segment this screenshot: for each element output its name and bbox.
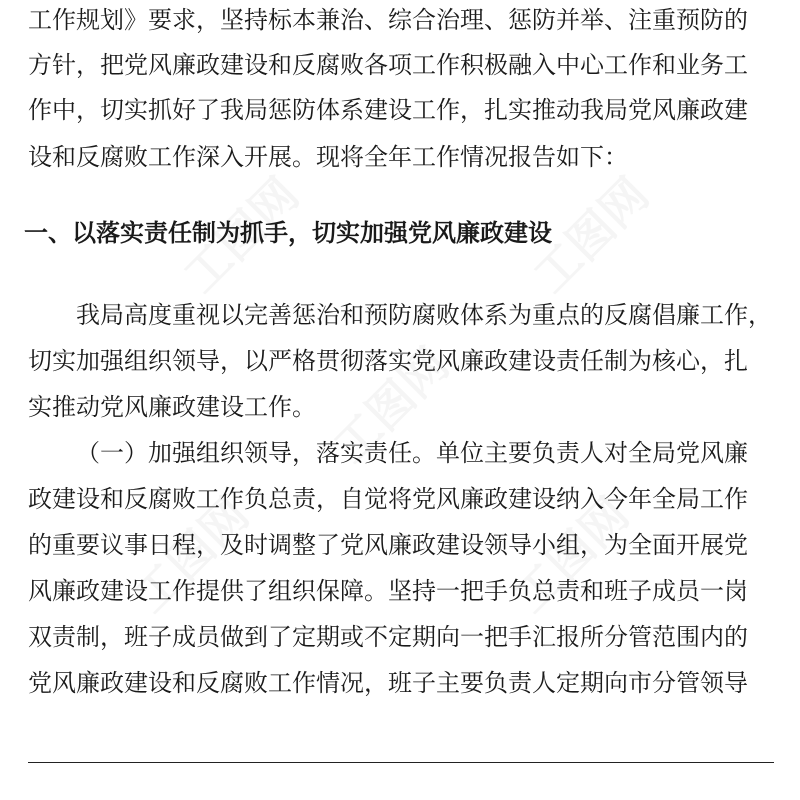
- paragraph-line: 双责制，班子成员做到了定期或不定期向一把手汇报所分管范围内的: [28, 623, 748, 651]
- paragraph-line: 方针，把党风廉政建设和反腐败各项工作积极融入中心工作和业务工: [28, 51, 748, 79]
- paragraph-line: 的重要议事日程，及时调整了党风廉政建设领导小组，为全面开展党: [28, 531, 748, 559]
- section-heading: 一、以落实责任制为抓手，切实加强党风廉政建设: [24, 219, 552, 247]
- paragraph-line: （一）加强组织领导，落实责任。单位主要负责人对全局党风廉: [76, 439, 748, 467]
- paragraph-line: 作中，切实抓好了我局惩防体系建设工作，扎实推动我局党风廉政建: [28, 96, 748, 124]
- paragraph-line: 党风廉政建设和反腐败工作情况，班子主要负责人定期向市分管领导: [28, 669, 748, 697]
- footer-divider: [28, 762, 774, 763]
- paragraph-line: 设和反腐败工作深入开展。现将全年工作情况报告如下：: [28, 143, 628, 171]
- watermark: 工图网: [123, 487, 260, 624]
- watermark: 工图网: [503, 487, 640, 624]
- watermark: 工图网: [173, 167, 310, 304]
- paragraph-line: 工作规划》要求，坚持标本兼治、综合治理、惩防并举、注重预防的: [28, 6, 748, 34]
- watermark: 工图网: [323, 337, 460, 474]
- paragraph-line: 我局高度重视以完善惩治和预防腐败体系为重点的反腐倡廉工作，: [76, 301, 772, 329]
- paragraph-line: 政建设和反腐败工作负总责，自觉将党风廉政建设纳入今年全局工作: [28, 485, 748, 513]
- paragraph-line: 切实加强组织领导，以严格贯彻落实党风廉政建设责任制为核心，扎: [28, 347, 748, 375]
- paragraph-line: 实推动党风廉政建设工作。: [28, 393, 316, 421]
- paragraph-line: 风廉政建设工作提供了组织保障。坚持一把手负总责和班子成员一岗: [28, 577, 748, 605]
- watermark: 工图网: [523, 167, 660, 304]
